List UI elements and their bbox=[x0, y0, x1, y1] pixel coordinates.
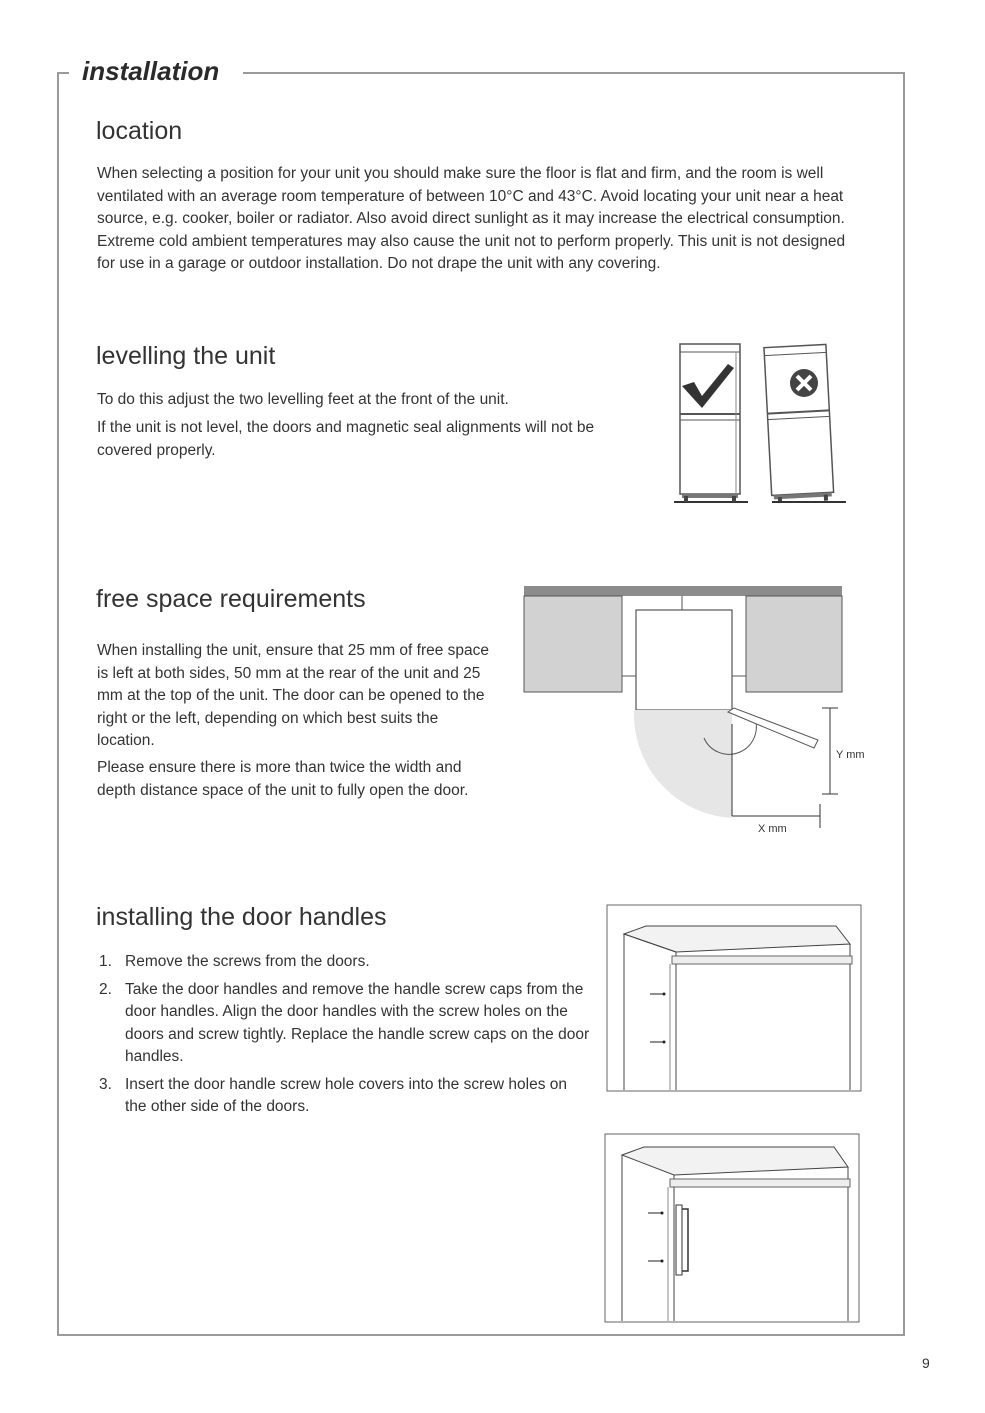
levelling-illustration bbox=[668, 334, 848, 506]
free-space-diagram bbox=[522, 584, 882, 844]
section-title: installation bbox=[78, 56, 223, 87]
step-item: 2. Take the door handles and remove the handle screw caps from the door handles. Align the door handles with the screw holes on the doors and screw tightly. Replace the handle screw caps on the door handles. bbox=[99, 980, 590, 1065]
step-item: 1. Remove the screws from the doors. bbox=[99, 953, 370, 970]
step-item: 3. Insert the door handle screw hole covers into the screw holes on the other side of the doors. bbox=[99, 1075, 567, 1115]
levelling-para-1: To do this adjust the two levelling feet at the front of the unit. bbox=[97, 391, 509, 408]
top-rule-right bbox=[243, 72, 905, 74]
door-handles-heading: installing the door handles bbox=[96, 903, 387, 931]
door-handles-steps bbox=[97, 951, 592, 1124]
tilted-fridge bbox=[764, 344, 834, 503]
x-dimension-label: X mm bbox=[758, 823, 787, 835]
free-space-heading: free space requirements bbox=[96, 585, 366, 613]
levelling-para-2: If the unit is not level, the doors and magnetic seal alignments will not be covered properly. bbox=[97, 419, 595, 459]
door-without-handle-illustration bbox=[606, 904, 864, 1094]
top-rule-left bbox=[57, 72, 69, 74]
y-dimension-label: Y mm bbox=[836, 749, 865, 761]
location-heading: location bbox=[96, 117, 183, 145]
level-fridge bbox=[674, 344, 748, 502]
door-with-handle-illustration bbox=[604, 1133, 862, 1325]
cross-mark-icon bbox=[790, 369, 818, 397]
free-space-para-2: Please ensure there is more than twice the width and depth distance space of the unit to fully open the door. bbox=[97, 759, 469, 799]
levelling-heading: levelling the unit bbox=[96, 342, 276, 370]
page-number: 9 bbox=[922, 1355, 930, 1371]
free-space-para-1: When installing the unit, ensure that 25 mm of free space is left at both sides, 50 mm at the rear of the unit and 25 mm at the top of the unit. The door can be opened to the right or the left, depending on which best suits the location. bbox=[97, 642, 490, 749]
location-body: When selecting a position for your unit you should make sure the floor is flat and firm, and the room is well ventilated with an average room temperature of between 10°C and 43°C. Avoid locating your unit near a heat source, e.g. cooker, boiler or radiator. Also avoid direct sunlight as it may increase the electrical consumption. Extreme cold ambient temperatures may also cause the unit not to perform properly. This unit is not designed for use in a garage or outdoor installation. Do not drape the unit with any covering. bbox=[97, 165, 846, 272]
door-handle-icon bbox=[676, 1205, 688, 1275]
